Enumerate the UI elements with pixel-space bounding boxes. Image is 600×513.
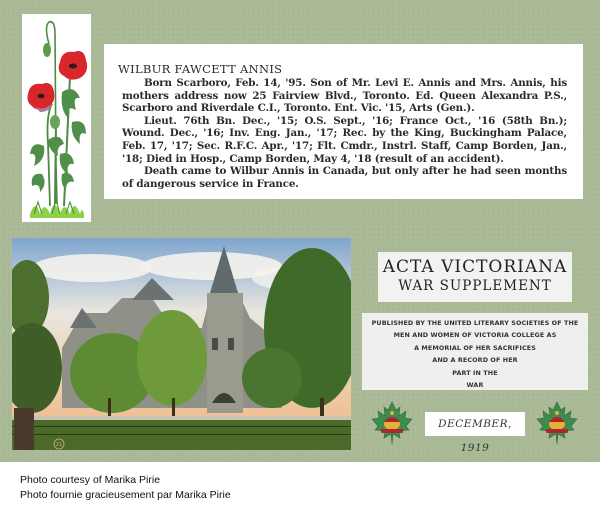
publication-date: DECEMBER, 1919 [425, 412, 525, 436]
publisher-line: PUBLISHED BY THE UNITED LITERARY SOCIETIES OF THE [371, 319, 579, 327]
poppy-card [22, 14, 91, 222]
publisher-line: A MEMORIAL OF HER SACRIFICES [414, 343, 536, 352]
photo-credit-french: Photo fournie gracieusement par Marika Pirie [20, 489, 231, 501]
photo-credit-english: Photo courtesy of Marika Pirie [20, 474, 161, 486]
college-building-image [12, 238, 351, 450]
publisher-statement [362, 313, 588, 390]
victoria-college-photo [12, 238, 351, 450]
maple-leaf-crown-badge-icon [371, 400, 413, 446]
biography-card [104, 44, 583, 199]
maple-leaf-crown-badge-icon [536, 400, 578, 446]
postcard-stamp-number: 21 [55, 442, 63, 448]
poppy-flowers-icon [22, 14, 91, 222]
bio-paragraph-birth: Born Scarboro, Feb. 14, '95. Son of Mr. Levi E. Annis and Mrs. Annis, his mothers address now 25 Fairview Blvd., Toronto. Ed. Queen Alexandra P.S., Scarboro and Riverdale C.I., Toronto. Ent. Vic. '15, Arts (Gen.). [122, 77, 567, 115]
publication-subtitle: WAR SUPPLEMENT [398, 278, 552, 294]
publisher-line: MEN AND WOMEN OF VICTORIA COLLEGE AS [393, 331, 557, 340]
bio-paragraph-service: Lieut. 76th Bn. Dec., '15; O.S. Sept., '16; France Oct., '16 (58th Bn.); Wound. Dec., '16; Inv. Eng. Jan., '17; Rec. by the King, Buckingham Palace, Feb. 17, '17; Sec. R.F.C. Apr., '17; Flt. Cmdr., Instrl. Staff, Camp Borden, Jan., '18; Died in Hosp., Camp Borden, May 4, '18 (result of an accident). [122, 114, 567, 165]
bio-paragraph-death: Death came to Wilbur Annis in Canada, but only after he had seen months of dangerous service in France. [122, 165, 567, 190]
acta-victoriana-title-box [378, 252, 572, 302]
publisher-line: WAR [466, 381, 484, 390]
publisher-line: PART IN THE [452, 368, 498, 377]
publication-title: ACTA VICTORIANA [382, 257, 568, 277]
bio-name-heading: WILBUR FAWCETT ANNIS [118, 62, 283, 76]
publisher-line: AND A RECORD OF HER [432, 356, 518, 365]
